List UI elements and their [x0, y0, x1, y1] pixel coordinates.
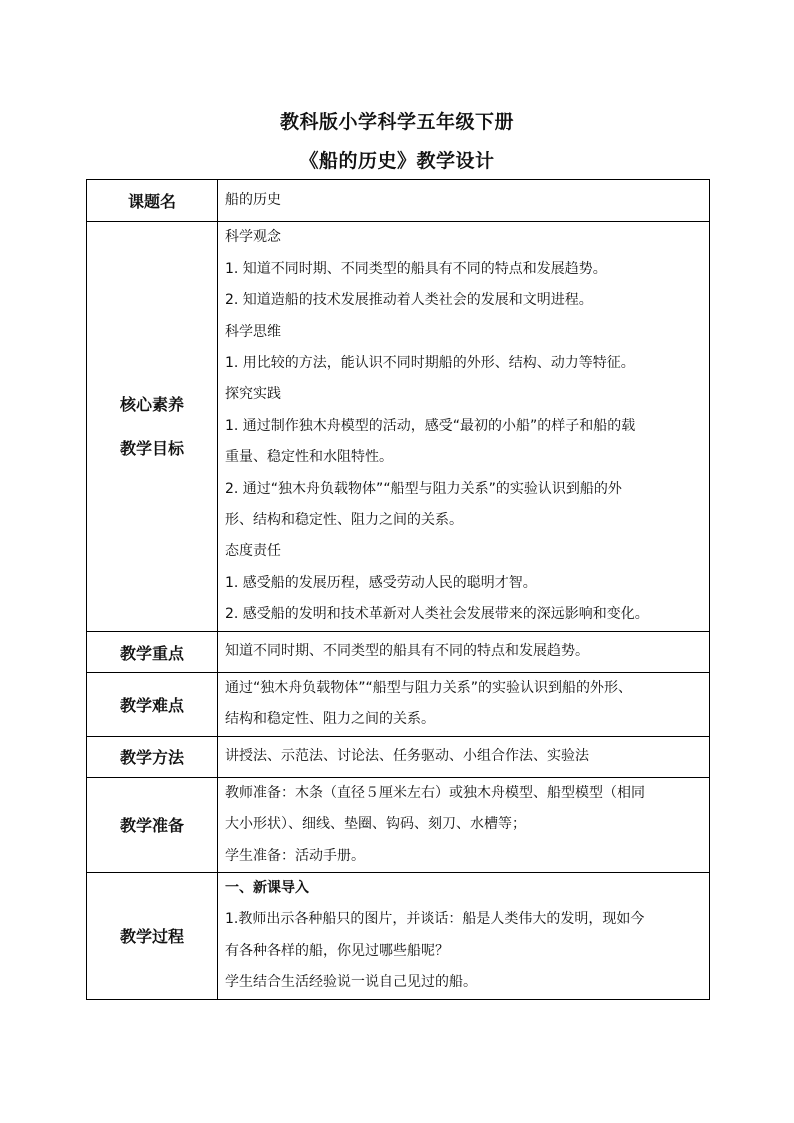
row-preparation [87, 777, 710, 872]
process-content [218, 873, 710, 1000]
goals-content [218, 222, 710, 632]
topic-line: 船的历史 [225, 191, 281, 208]
preparation-line: 教师准备：木条（直径５厘米左右）或独木舟模型、船型模型（相同 [225, 784, 645, 801]
document-title: 教科版小学科学五年级下册 [279, 111, 514, 133]
goals-line: 2. 知道造船的技术发展推动着人类社会的发展和文明进程。 [225, 292, 593, 309]
difficulties-content [218, 673, 710, 737]
process-line: 学生结合生活经验说一说自己见过的船。 [225, 974, 477, 991]
difficulties-label: 教学难点 [87, 673, 218, 737]
preparation-content [218, 777, 710, 872]
row-key-points [87, 632, 710, 673]
preparation-line: 学生准备：活动手册。 [225, 847, 365, 864]
goals-line: 2. 感受船的发明和技术革新对人类社会发展带来的深远影响和变化。 [225, 606, 649, 623]
goals-section-heading: 科学观念 [225, 229, 281, 246]
goals-section-heading: 探究实践 [225, 386, 281, 403]
topic-content [218, 180, 710, 222]
difficulties-line: 结构和稳定性、阻力之间的关系。 [225, 711, 435, 728]
preparation-line: 大小形状）、细线、垫圈、钩码、刻刀、水槽等； [225, 816, 526, 833]
row-methods [87, 736, 710, 777]
methods-label: 教学方法 [87, 736, 218, 777]
process-line: 有各种各样的船，你见过哪些船呢？ [225, 942, 449, 959]
goals-label-line: 教学目标 [119, 438, 184, 458]
goals-section-heading: 科学思维 [225, 323, 281, 340]
preparation-label: 教学准备 [87, 777, 218, 872]
document-subtitle: 《船的历史》教学设计 [299, 150, 495, 172]
process-line: 1.教师出示各种船只的图片，并谈话：船是人类伟大的发明，现如今 [225, 911, 645, 928]
row-topic [87, 180, 710, 222]
goals-line: 1. 通过制作独木舟模型的活动，感受“最初的小船”的样子和船的载 [225, 417, 636, 434]
row-goals [87, 222, 710, 632]
process-heading: 一、新课导入 [225, 880, 309, 897]
key-points-content [218, 632, 710, 673]
goals-section-heading: 态度责任 [225, 543, 281, 560]
process-label: 教学过程 [87, 873, 218, 1000]
key-points-line: 知道不同时期、不同类型的船具有不同的特点和发展趋势。 [225, 643, 589, 660]
difficulties-line: 通过“独木舟负载物体”“船型与阻力关系”的实验认识到船的外形、 [225, 680, 633, 696]
row-difficulties [87, 673, 710, 737]
goals-line: 形、结构和稳定性、阻力之间的关系。 [225, 512, 463, 529]
topic-label: 课题名 [87, 180, 218, 222]
methods-line: 讲授法、示范法、讨论法、任务驱动、小组合作法、实验法 [225, 748, 589, 765]
goals-line: 1. 用比较的方法，能认识不同时期船的外形、结构、动力等特征。 [225, 354, 635, 371]
row-process [87, 873, 710, 1000]
goals-line: 1. 知道不同时期、不同类型的船具有不同的特点和发展趋势。 [225, 260, 607, 277]
goals-line: 1. 感受船的发展历程，感受劳动人民的聪明才智。 [225, 574, 537, 591]
goals-line: 重量、稳定性和水阻特性。 [225, 449, 393, 466]
goals-line: 2. 通过“独木舟负载物体”“船型与阻力关系”的实验认识到船的外 [225, 480, 622, 497]
goals-label [87, 222, 218, 632]
key-points-label: 教学重点 [87, 632, 218, 673]
lesson-plan-table [86, 179, 710, 1000]
methods-content [218, 736, 710, 777]
goals-label-line: 核心素养 [119, 394, 184, 414]
